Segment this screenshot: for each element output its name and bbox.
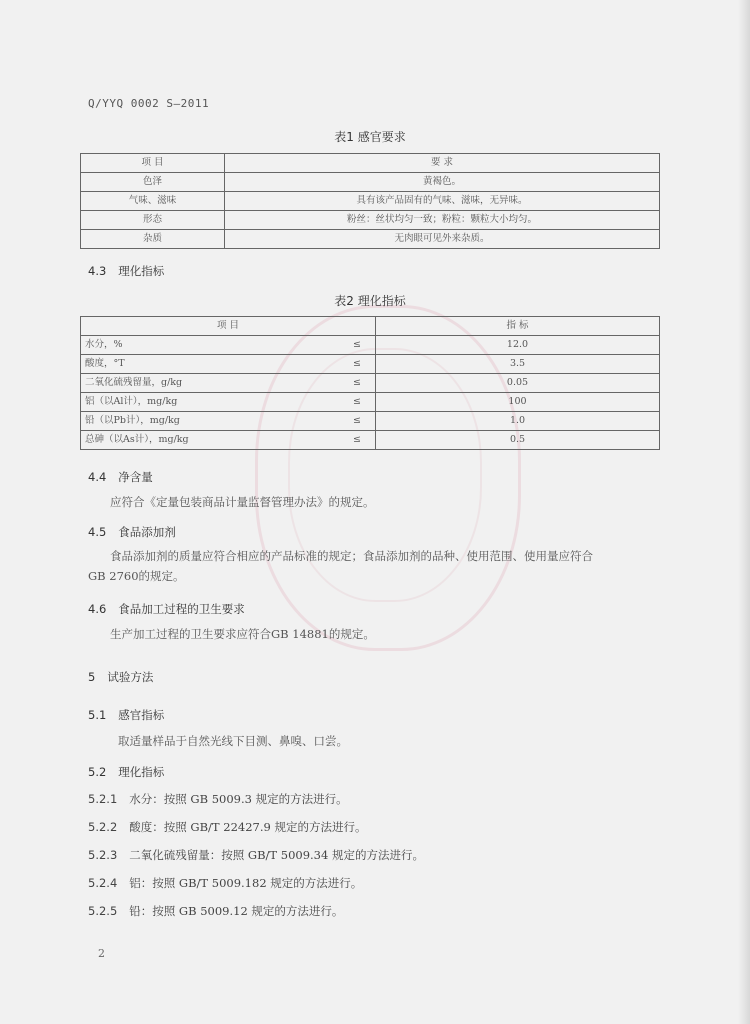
paragraph-hygiene: 生产加工过程的卫生要求应符合GB 14881的规定。: [110, 627, 375, 641]
section-title: 食品添加剂: [118, 525, 176, 539]
sensory-requirements-table: [80, 153, 660, 249]
le-symbol: ≤: [353, 339, 361, 350]
table-cell: 气味、滋味: [81, 192, 225, 211]
subsection-5-2-1: [88, 791, 348, 807]
table-cell-value: 1.0: [376, 412, 660, 431]
table-header-cell: 指 标: [376, 317, 660, 336]
table-cell: 形态: [81, 211, 225, 230]
physicochemical-indicators-table: [80, 316, 660, 450]
table-row: [81, 355, 660, 374]
le-symbol: ≤: [353, 377, 361, 388]
subsection-number: 5.2.5: [88, 904, 118, 918]
table-cell-item: [81, 355, 376, 374]
table-cell-item: [81, 412, 376, 431]
paragraph-net-content: 应符合《定量包装商品计量监督管理办法》的规定。: [110, 495, 375, 509]
table2-title: 表2 理化指标: [334, 294, 406, 308]
subsection-number: 5.2.2: [88, 820, 118, 834]
table-cell-item: [81, 374, 376, 393]
section-number: 5.2: [88, 765, 107, 779]
table-cell: 具有该产品固有的气味、滋味，无异味。: [225, 192, 660, 211]
subsection-number: 5.2.3: [88, 848, 118, 862]
table-row: [81, 431, 660, 450]
section-heading-4-5: [88, 524, 176, 540]
subsection-5-2-5: [88, 903, 343, 919]
section-heading-5-2: [88, 764, 164, 780]
item-label: 铅（以Pb计），mg/kg: [85, 415, 180, 426]
le-symbol: ≤: [353, 434, 361, 445]
section-title: 感官指标: [118, 708, 165, 722]
page-edge-shadow: [738, 0, 750, 1024]
subsection-text: 铅：按照 GB 5009.12 规定的方法进行。: [129, 904, 344, 918]
table-cell: 粉丝：丝状均匀一致；粉粒：颗粒大小均匀。: [225, 211, 660, 230]
section-title: 理化指标: [118, 765, 165, 779]
table-cell-value: 0.5: [376, 431, 660, 450]
table-header-row: [81, 154, 660, 173]
section-title: 理化指标: [118, 264, 165, 278]
table-row: [81, 374, 660, 393]
subsection-5-2-4: [88, 875, 362, 891]
table-cell-value: 100: [376, 393, 660, 412]
section-title: 试验方法: [107, 670, 154, 684]
subsection-number: 5.2.4: [88, 876, 118, 890]
section-heading-5: [88, 669, 153, 685]
section-heading-5-1: [88, 707, 164, 723]
table-cell-value: 12.0: [376, 336, 660, 355]
table-cell: 色泽: [81, 173, 225, 192]
table-cell-value: 0.05: [376, 374, 660, 393]
table-cell: 无肉眼可见外来杂质。: [225, 230, 660, 249]
table-header-cell: 项 目: [81, 154, 225, 173]
table-cell-item: [81, 336, 376, 355]
table-cell: 杂质: [81, 230, 225, 249]
table-header-row: [81, 317, 660, 336]
le-symbol: ≤: [353, 415, 361, 426]
section-heading-4-3: [88, 263, 164, 279]
page-number: 2: [98, 947, 105, 960]
item-label: 酸度，°T: [85, 358, 125, 369]
section-heading-4-6: [88, 601, 245, 617]
subsection-text: 酸度：按照 GB/T 22427.9 规定的方法进行。: [129, 820, 367, 834]
paragraph-food-additives-line1: 食品添加剂的质量应符合相应的产品标准的规定；食品添加剂的品种、使用范围、使用量应符合: [110, 549, 593, 563]
table-cell: 黄褐色。: [225, 173, 660, 192]
section-number: 5.1: [88, 708, 107, 722]
subsection-text: 水分：按照 GB 5009.3 规定的方法进行。: [129, 792, 348, 806]
item-label: 铝（以Al计），mg/kg: [85, 396, 178, 407]
table-row: [81, 412, 660, 431]
section-number: 4.3: [88, 264, 107, 278]
paragraph-food-additives-line2: GB 2760的规定。: [88, 569, 185, 583]
section-number: 5: [88, 670, 96, 684]
subsection-text: 铝：按照 GB/T 5009.182 规定的方法进行。: [129, 876, 363, 890]
table-cell-value: 3.5: [376, 355, 660, 374]
section-heading-4-4: [88, 469, 153, 485]
le-symbol: ≤: [353, 358, 361, 369]
table-cell-item: [81, 393, 376, 412]
table-row: [81, 393, 660, 412]
table-header-cell: 要 求: [225, 154, 660, 173]
table-cell-item: [81, 431, 376, 450]
le-symbol: ≤: [353, 396, 361, 407]
document-code: Q/YYQ 0002 S—2011: [88, 97, 210, 110]
table-row: [81, 230, 660, 249]
table-row: [81, 192, 660, 211]
item-label: 二氧化硫残留量，g/kg: [85, 377, 183, 388]
table-row: [81, 173, 660, 192]
section-number: 4.4: [88, 470, 107, 484]
table1-title: 表1 感官要求: [334, 130, 406, 144]
item-label: 水分，%: [85, 339, 123, 350]
section-number: 4.5: [88, 525, 107, 539]
subsection-number: 5.2.1: [88, 792, 118, 806]
section-title: 净含量: [118, 470, 153, 484]
table-row: [81, 336, 660, 355]
paragraph-sensory-method: 取适量样品于自然光线下目测、鼻嗅、口尝。: [118, 734, 348, 748]
table-header-cell: 项 目: [81, 317, 376, 336]
item-label: 总砷（以As计），mg/kg: [85, 434, 189, 445]
subsection-5-2-3: [88, 847, 424, 863]
subsection-5-2-2: [88, 819, 366, 835]
section-number: 4.6: [88, 602, 107, 616]
subsection-text: 二氧化硫残留量：按照 GB/T 5009.34 规定的方法进行。: [129, 848, 424, 862]
section-title: 食品加工过程的卫生要求: [118, 602, 245, 616]
table-row: [81, 211, 660, 230]
